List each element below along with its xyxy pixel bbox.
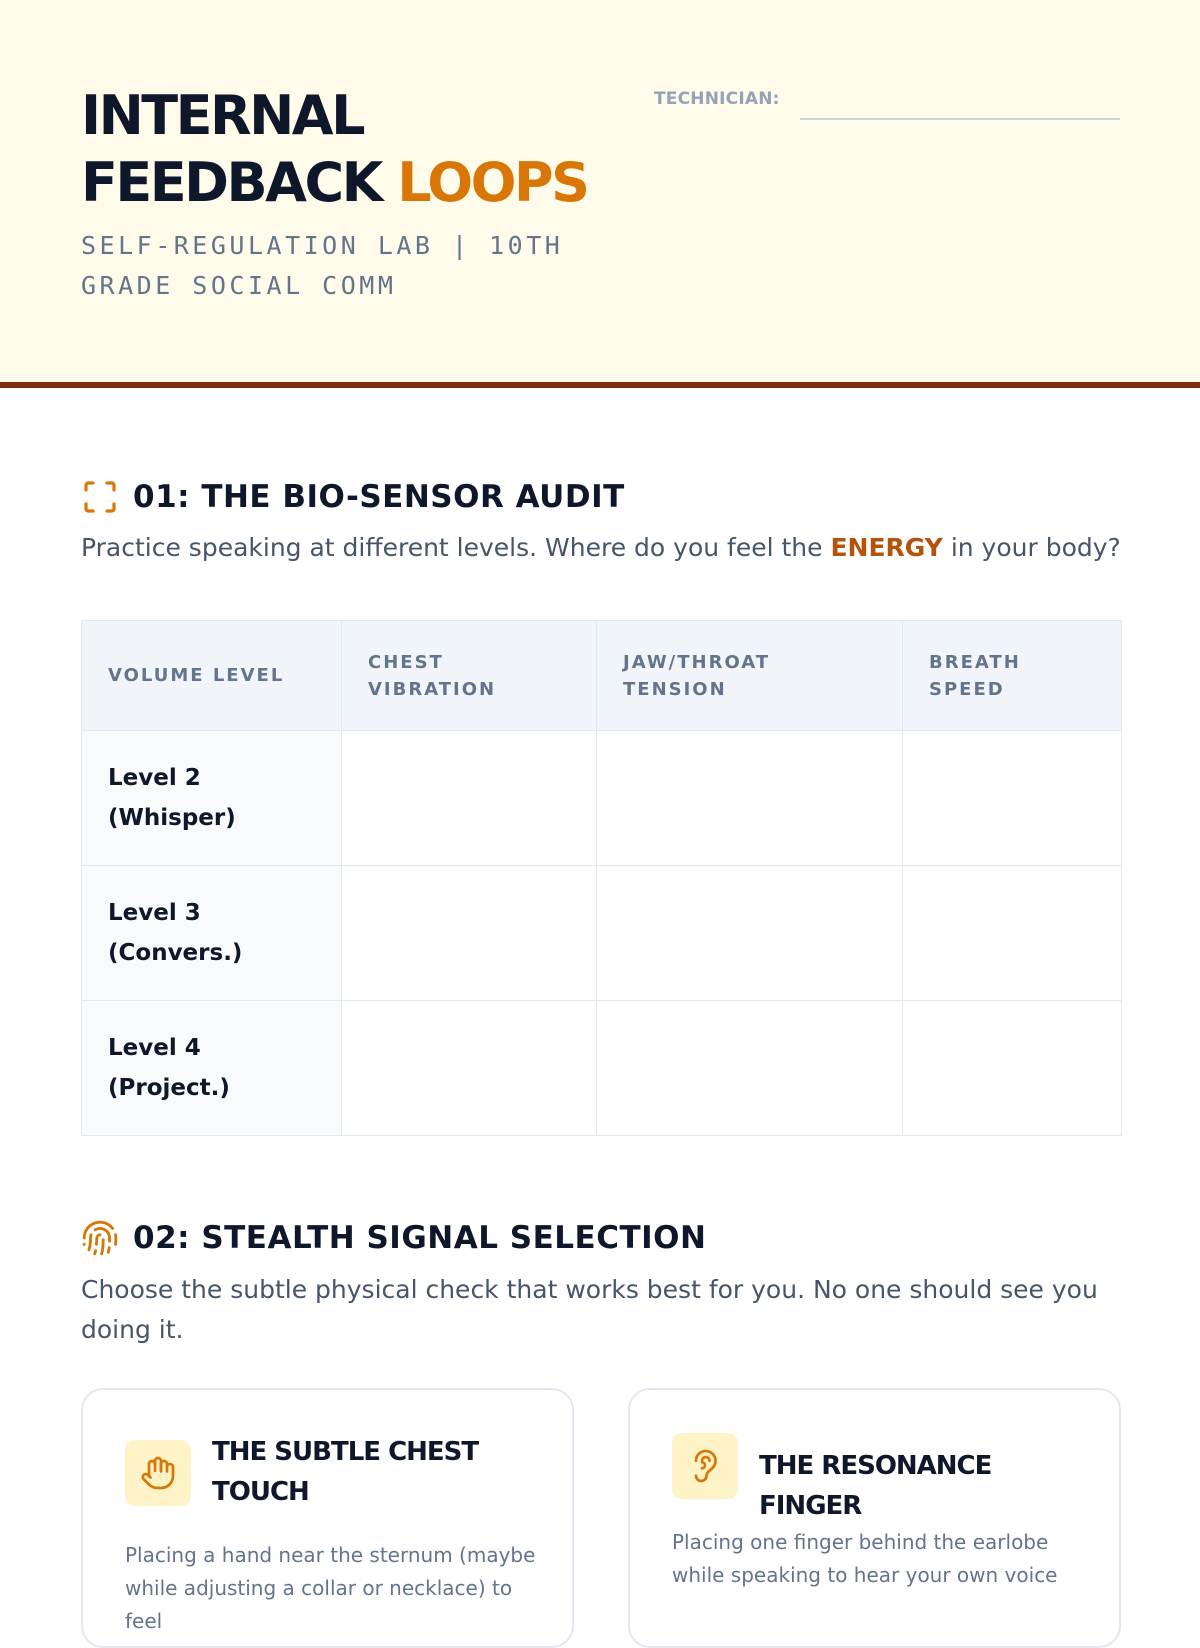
column-header-jaw-throat-tension: JAW/THROAT TENSION xyxy=(597,621,903,731)
jaw-throat-tension-cell[interactable] xyxy=(597,731,903,866)
jaw-throat-tension-cell[interactable] xyxy=(597,1001,903,1136)
hand-icon xyxy=(125,1440,191,1506)
technician-name-field[interactable] xyxy=(800,118,1120,120)
energy-highlight: ENERGY xyxy=(830,533,943,562)
section-1-desc-text: Practice speaking at different levels. Where do you feel the xyxy=(81,533,831,562)
table-row xyxy=(82,1001,1122,1136)
signal-card-chest-touch[interactable] xyxy=(81,1388,574,1648)
row-label: Level 4 (Project.) xyxy=(82,1001,342,1136)
fingerprint-icon xyxy=(81,1219,119,1257)
jaw-throat-tension-cell[interactable] xyxy=(597,866,903,1001)
table-header-row xyxy=(82,621,1122,731)
row-label: Level 3 (Convers.) xyxy=(82,866,342,1001)
title-line-2-wrap xyxy=(81,149,681,216)
technician-label: TECHNICIAN: xyxy=(654,89,780,109)
chest-vibration-cell[interactable] xyxy=(342,866,597,1001)
section-2-description: Choose the subtle physical check that works best for you. No one should see you doing it. xyxy=(81,1275,1098,1344)
breath-speed-cell[interactable] xyxy=(903,1001,1122,1136)
ear-icon xyxy=(672,1433,738,1499)
signal-card-resonance-finger[interactable] xyxy=(628,1388,1121,1648)
title-line-2: FEEDBACK xyxy=(81,151,381,214)
card-description: Placing one finger behind the earlobe while speaking to hear your own voice xyxy=(672,1530,1058,1587)
page-title xyxy=(81,82,681,216)
breath-speed-cell[interactable] xyxy=(903,731,1122,866)
chest-vibration-cell[interactable] xyxy=(342,1001,597,1136)
section-2-title: 02: STEALTH SIGNAL SELECTION xyxy=(133,1220,707,1256)
title-accent: LOOPS xyxy=(397,151,588,214)
section-1-desc-end: in your body? xyxy=(942,533,1121,562)
card-title: THE RESONANCE FINGER xyxy=(759,1451,992,1521)
section-1-description xyxy=(81,528,1121,568)
bio-sensor-audit-table xyxy=(81,620,1122,1136)
card-title: THE SUBTLE CHEST TOUCH xyxy=(212,1437,479,1507)
column-header-chest-vibration: CHEST VIBRATION xyxy=(342,621,597,731)
title-line-1: INTERNAL xyxy=(81,84,363,147)
worksheet-header xyxy=(0,0,1200,388)
column-header-volume-level: VOLUME LEVEL xyxy=(82,621,342,731)
breath-speed-cell[interactable] xyxy=(903,866,1122,1001)
section-2-heading xyxy=(81,1219,706,1257)
scan-bracket-icon xyxy=(81,478,119,516)
row-label: Level 2 (Whisper) xyxy=(82,731,342,866)
chest-vibration-cell[interactable] xyxy=(342,731,597,866)
card-description: Placing a hand near the sternum (maybe while adjusting a collar or necklace) to feel xyxy=(125,1543,536,1633)
column-header-breath-speed: BREATH SPEED xyxy=(903,621,1122,731)
section-1-title: 01: THE BIO-SENSOR AUDIT xyxy=(133,479,625,515)
table-row xyxy=(82,866,1122,1001)
table-row xyxy=(82,731,1122,866)
page-subtitle: SELF-REGULATION LAB | 10TH GRADE SOCIAL COMM xyxy=(81,231,564,300)
section-1-heading xyxy=(81,478,625,516)
